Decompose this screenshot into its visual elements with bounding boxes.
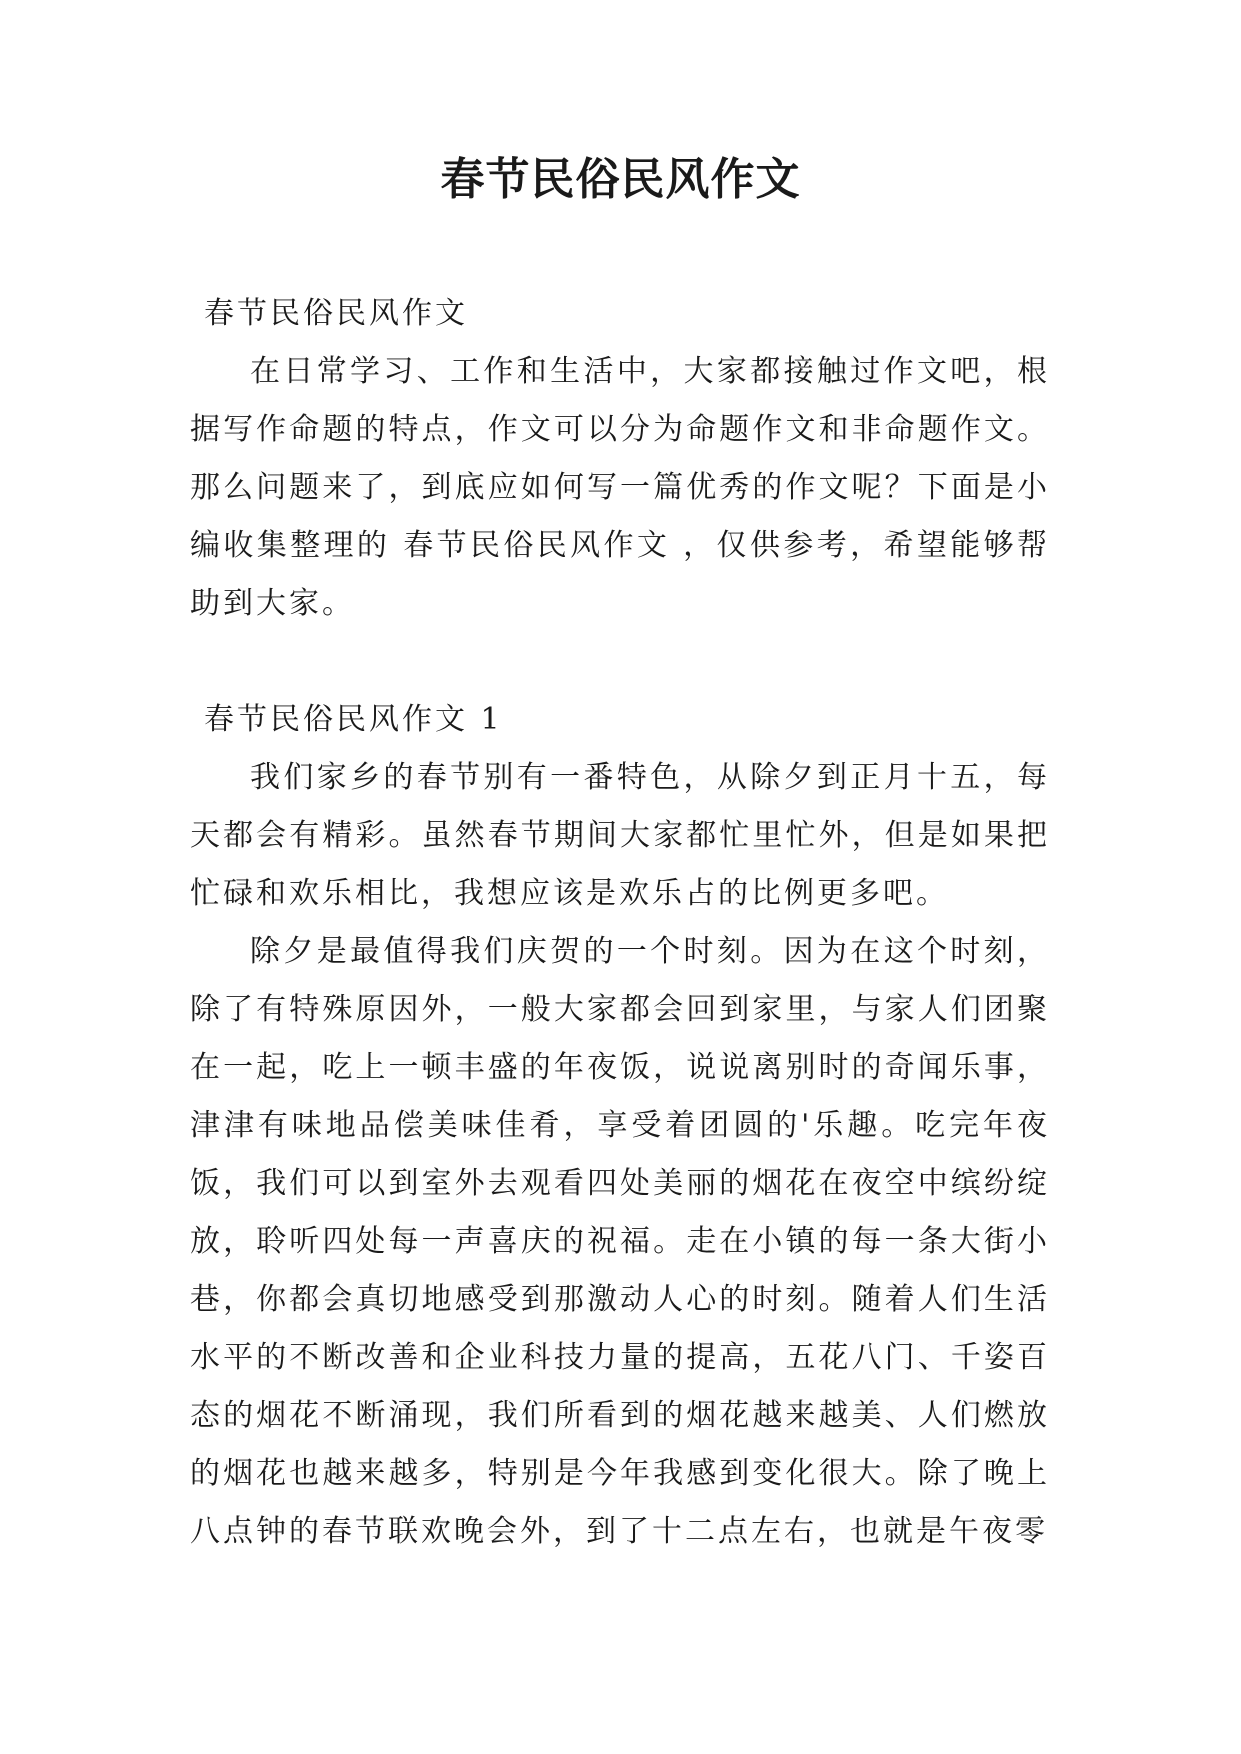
section1-heading: 春节民俗民风作文 1 [204,702,503,737]
document-body [190,285,1050,1561]
intro-paragraph: 在日常学习、工作和生活中，大家都接触过作文吧，根据写作命题的特点，作文可以分为命题作文和非命题作文。那么问题来了，到底应如何写一篇优秀的作文呢？下面是小编收集整理的 春节民俗民风作文 ，仅供参考，希望能够帮助到大家。 [190,354,1050,621]
section1-paragraph-2: 除夕是最值得我们庆贺的一个时刻。因为在这个时刻，除了有特殊原因外，一般大家都会回到家里，与家人们团聚在一起，吃上一顿丰盛的年夜饭，说说离别时的奇闻乐事，津津有味地品偿美味佳肴，享受着团圆的'乐趣。吃完年夜饭，我们可以到室外去观看四处美丽的烟花在夜空中缤纷绽放，聆听四处每一声喜庆的祝福。走在小镇的每一条大街小巷，你都会真切地感受到那激动人心的时刻。随着人们生活水平的不断改善和企业科技力量的提高，五花八门、千姿百态的烟花不断涌现，我们所看到的烟花越来越美、人们燃放的烟花也越来越多，特别是今年我感到变化很大。除了晚上八点钟的春节联欢晚会外，到了十二点左右，也就是午夜零 [190,934,1050,1549]
section-gap [190,633,1050,691]
section1-paragraph-1: 我们家乡的春节别有一番特色，从除夕到正月十五，每天都会有精彩。虽然春节期间大家都忙里忙外，但是如果把忙碌和欢乐相比，我想应该是欢乐占的比例更多吧。 [190,760,1050,911]
intro-heading: 春节民俗民风作文 [204,296,468,331]
document-title: 春节民俗民风作文 [440,154,801,205]
